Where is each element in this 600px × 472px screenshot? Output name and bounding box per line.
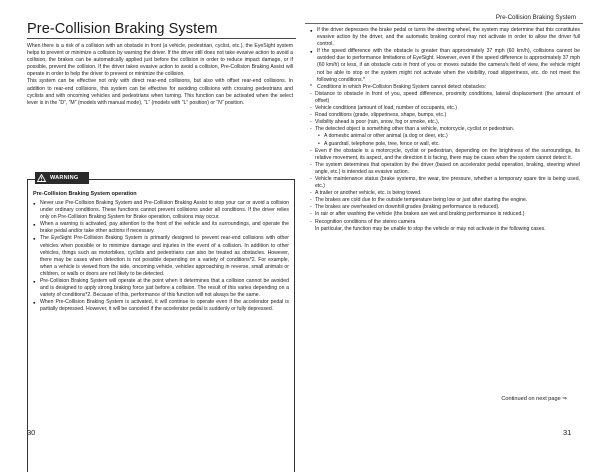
condition-item: ● If the speed difference with the obstacle is greater than approximately 37 mph (60 km/h), collisions cannot be avoided due to performance limitations of EyeSight. However, even if the speed difference is approximately 37 mph (60 km/h) or less, if an obstacle cuts in front of you or moves outside the camera's field of view, the vehicle might not be able to stop or the system might not activate when the visibility, road slipperiness, etc. do not meet the following conditions.*	[310, 48, 580, 83]
condition-item: - A trailer or another vehicle, etc. is being towed.	[310, 190, 580, 197]
left-page	[0, 0, 300, 450]
condition-item: - Vehicle conditions (amount of load, number of occupants, etc.)	[310, 105, 580, 112]
condition-item: - The brakes are overheated on downhill grades (braking performance is reduced).	[310, 204, 580, 211]
title-underline	[27, 38, 296, 39]
warning-item: ● The EyeSight Pre-Collision Braking System is primarily designed to prevent rear-end collisions with other vehicles when possible or to minimize damage and injuries in the event of a collision. In addition to other vehicles, things such as motorbikes, cyclists and pedestrians can also be treated as obstacles. However, there may be cases when detection is not possible depending on a variety of conditions*2. For example, when a vehicle is viewed from the side, oncoming vehicle, vehicles approaching in reverse, small animals or children, or walls or doors are not likely to be detected.	[33, 235, 289, 278]
condition-item: • A guardrail, telephone pole, tree, fence or wall, etc.	[310, 141, 580, 148]
condition-item: - Visibility ahead is poor (rain, snow, fog or smoke, etc.),	[310, 119, 580, 126]
page-number-right: 31	[563, 428, 572, 437]
warning-item: ● When a warning is activated, pay attention to the front of the vehicle and its surroundings, and operate the brake pedal and/or take other actions if necessary.	[33, 221, 289, 235]
warning-flag	[35, 172, 89, 184]
warning-item: ● When Pre-Collision Braking System is activated, it will continue to operate even if the accelerator pedal is partially depressed. However, it will be canceled if the accelerator pedal is suddenly or fully depressed.	[33, 299, 289, 313]
warning-item: ● Never use Pre-Collision Braking System and Pre-Collision Braking Assist to stop your car or avoid a collision under ordinary conditions. These functions cannot prevent collisions under all conditions. If the driver relies only on Pre-Collision Braking System for Brake operation, collisions may occur.	[33, 200, 289, 221]
page-number-left: 30	[27, 428, 36, 437]
condition-item: - The detected object is something other than a vehicle, motorcycle, cyclist or pedestrian.	[310, 126, 580, 133]
warning-label: WARNING	[50, 175, 79, 181]
condition-item: - Road conditions (grade, slipperiness, shape, bumps, etc.)	[310, 112, 580, 119]
condition-item: • A domestic animal or other animal (a dog or deer, etc.)	[310, 133, 580, 140]
continued-note: Continued on next page ⇒	[501, 396, 567, 402]
warning-list	[33, 200, 289, 314]
condition-item: - Distance to obstacle in front of you, speed difference, proximity conditions, lateral displacement (the amount of offset)	[310, 91, 580, 105]
condition-item: * Conditions in which Pre-Collision Braking System cannot detect obstacles:	[310, 84, 580, 91]
running-header: Pre-Collision Braking System	[495, 14, 576, 21]
header-rule	[305, 23, 583, 24]
condition-item: - Even if the obstacle is a motorcycle, cyclist or pedestrian, depending on the brightness of the surroundings, its relative movement, its aspect, and the direction it is facing, there may be cases when the system cannot detect it.	[310, 148, 580, 162]
warning-item: ● Pre-Collision Braking System will operate at the point when it determines that a collision cannot be avoided and is designed to apply strong braking force just before a collision. The result of this varies depending on a variety of conditions*2. Because of this, performance of this function will not always be the same.	[33, 278, 289, 299]
intro-paragraph-1: When there is a risk of a collision with an obstacle in front (a vehicle, pedestrian, cyclist, etc.), the EyeSight system helps to prevent or minimize a collision by warning the driver. If the driver still does not take evasive action to avoid a collision, the brakes can be automatically applied just before the collision in order to reduce impact damage, or if possible, prevent the collision. If the driver takes evasive action to avoid a collision, Pre-Collision Braking Assist will operate in order to help the driver to prevent or minimize the collision.	[27, 43, 293, 78]
page-title: Pre-Collision Braking System	[27, 21, 218, 37]
condition-item: - Recognition conditions of the stereo camera	[310, 219, 580, 226]
condition-item: ● If the driver depresses the brake pedal or turns the steering wheel, the system may determine that this constitutes evasive action by the driver, and the automatic braking control may not activate in order to allow the driver full control.	[310, 27, 580, 48]
intro-paragraph-2: This system can be effective not only with direct rear-end collisions, but also with offset rear-end collisions. In addition to rear-end collisions, this system can be effective for avoiding collisions with crossing pedestrians and cyclists and with oncoming vehicles and pedestrians when turning. This function can be activated when the select lever is in the “D”, “M” (models with manual mode), “L” (models with “L” position) or “N” position.	[27, 78, 293, 106]
condition-item: - In rair or after washing the vehicle (the brakes are wet and braking performance is reduced.)	[310, 211, 580, 218]
conditions-list	[310, 27, 580, 233]
condition-item: - The system determines that operation by the driver (based on accelerator pedal operation, braking, steering wheel angle, etc.) is intended as evasive action.	[310, 162, 580, 176]
operation-heading: Pre-Collision Braking System operation	[33, 191, 137, 197]
condition-item: - Vehicle maintenance status (brake systems, tire wear, tire pressure, whether a temporary spare tire is being used, etc.)	[310, 176, 580, 190]
condition-item: In particular, the function may be unable to stop the vehicle or may not activate in the following cases.	[315, 225, 546, 232]
warning-triangle-icon	[35, 172, 47, 184]
condition-item: - The brakes are cold due to the outside temperature being low or just after starting the engine.	[310, 197, 580, 204]
intro-text	[27, 43, 293, 107]
